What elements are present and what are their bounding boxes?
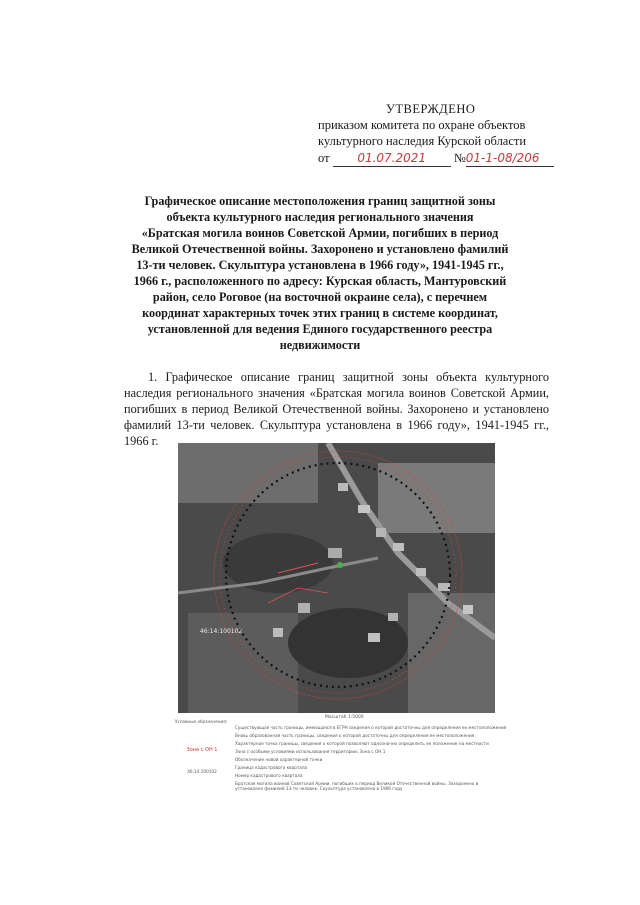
map-legend — [175, 715, 507, 795]
building — [416, 568, 426, 576]
legend-row: Вновь образованная часть границы, сведения о которой достаточны для определения ее местоположения — [235, 733, 475, 738]
legend-caption: Масштаб 1:5000 — [325, 715, 364, 720]
number-value: 01-1-08/206 — [465, 151, 540, 165]
building — [376, 528, 386, 537]
aerial-map — [178, 443, 495, 713]
heading-line: «Братская могила воинов Советской Армии, погибших в период — [141, 226, 499, 240]
approval-title: УТВЕРЖДЕНО — [386, 102, 476, 116]
building — [338, 483, 348, 491]
building — [328, 548, 342, 558]
heading-line: координат характерных точек этих границ в системе координат, — [142, 306, 498, 320]
map-svg — [178, 443, 495, 713]
legend-zone-symbol: Зона с ОН 1 — [186, 747, 218, 753]
number-field — [466, 150, 554, 167]
heading-line: недвижимости — [279, 338, 361, 352]
heading-line: установленной для ведения Единого государственного реестра — [147, 322, 493, 336]
date-value: 01.07.2021 — [357, 151, 427, 165]
heading-line: объекта культурного наследия регионального значения — [166, 210, 474, 224]
approval-line-2: культурного наследия Курской области — [318, 134, 527, 148]
heading-line: 1966 г., расположенного по адресу: Курская область, Мантуровский — [133, 274, 507, 288]
paragraph-text: 1. Графическое описание границ защитной зоны объекта культурного наследия регионального значения «Братская могила воинов Советской Армии, погибших в период Великой Отечественной войны. Захоронено и установлено фамилий 13-ти человек. Скульптура установлена в 1966 году», 1941-1945 гг., 1966 г. — [124, 370, 549, 448]
date-prefix: от — [318, 151, 330, 165]
legend-heading: Условные обозначения: — [175, 719, 228, 724]
building — [273, 628, 283, 637]
legend-row: Братская могила воинов Советской Армии, погибших в период Великой Отечественной войны. Захоронено и установлено фамилий 13-ти человек. Скульптура установлена в 1966 году — [235, 781, 479, 791]
heading-line: район, село Роговое (на восточной окраине села), с перечнем — [152, 290, 488, 304]
heading-line: Великой Отечественной войны. Захоронено и установлено фамилий — [131, 242, 509, 256]
date-field — [333, 150, 451, 167]
legend-row: Характерная точка границы, сведения о которой позволяют однозначно определить ее положение на местности — [235, 741, 489, 746]
heading-line: 13-ти человек. Скульптура установлена в 1966 году», 1941-1945 гг., — [136, 258, 504, 272]
building — [393, 543, 404, 551]
cadastral-label: 46:14:100102 — [200, 628, 243, 635]
legend-row: Обозначение новой характерной точки — [235, 757, 323, 762]
building — [388, 613, 398, 621]
approval-date-line — [318, 150, 554, 167]
body-paragraph — [124, 369, 549, 449]
approval-line-1: приказом комитета по охране объектов — [318, 118, 526, 132]
building — [463, 605, 473, 614]
legend-row: Граница кадастрового квартала — [235, 765, 308, 770]
building — [358, 505, 370, 513]
legend-row: Номер кадастрового квартала — [235, 773, 303, 778]
building — [298, 603, 310, 613]
field-patch — [178, 443, 318, 503]
legend-row: Зона с особыми условиями использования территории; Зона с ОН 1 — [235, 749, 386, 754]
legend-cadastral-symbol: 46:14:100102 — [187, 769, 217, 774]
building — [438, 583, 450, 591]
number-prefix: № — [453, 151, 466, 165]
document-heading — [100, 193, 540, 353]
field-patch — [408, 593, 495, 713]
monument-marker — [337, 562, 343, 568]
building — [368, 633, 380, 642]
legend-row: Существующая часть границы, имеющаяся в ЕГРН сведения о которой достаточны для определения ее местоположения — [235, 725, 507, 730]
heading-line: Графическое описание местоположения границ защитной зоны — [144, 194, 496, 208]
